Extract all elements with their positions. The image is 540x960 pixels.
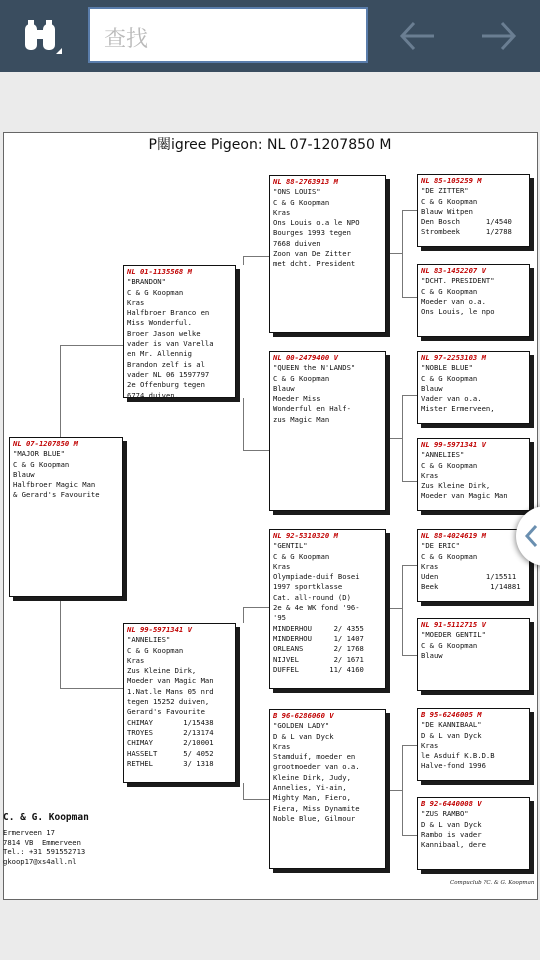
connector-line <box>402 565 403 655</box>
ring-number: NL 97-2253103 M <box>421 353 486 362</box>
pigeon-card-sire[interactable]: NL 01-1135568 M "BRANDON" C & G Koopman Kras Halfbroer Branco en Miss Wonderful. Broer Jason welke vader is van Varella en Mr. Allennig Brandon zelf is al vader NL 06 1597797 2e Offenburg tegen 6774 duiven. <box>123 265 236 398</box>
arrow-left-icon[interactable] <box>398 18 438 54</box>
find-toolbar <box>0 0 540 72</box>
connector-line <box>243 799 269 800</box>
arrow-right-icon[interactable] <box>478 18 518 54</box>
ring-number: NL 01-1135568 M <box>127 267 192 276</box>
connector-line <box>386 608 402 609</box>
document-footer: Compuclub ?C. & G. Koopman <box>450 880 535 886</box>
connector-line <box>402 297 417 298</box>
owner-city: 7814 VB Emmerveen <box>3 837 81 847</box>
pigeon-card-grandsire-maternal[interactable]: NL 92-5310320 M "GENTIL" C & G Koopman Kras Olympiade-duif Bosei 1997 sportklasse Cat. all-round (D) 2e & 4e WK fond '96- '95 MINDERHOU 2/ 4355 MINDERHOU 1/ 1407 ORLEANS 2/ 1768 NIJVEL 2/ 1671 DUFFEL 11/ 4160 <box>269 529 386 689</box>
connector-line <box>243 398 244 450</box>
pigeon-card-gen3-4[interactable]: NL 99-5971341 V "ANNELIES" C & G Koopman Kras Zus Kleine Dirk, Moeder van Magic Man <box>417 438 530 511</box>
ring-number: B 96-6286060 V <box>273 711 334 720</box>
pigeon-card-gen3-3[interactable]: NL 97-2253103 M "NOBLE BLUE" C & G Koopman Blauw Vader van o.a. Mister Ermerveen, <box>417 351 530 424</box>
pigeon-card-gen3-7[interactable]: B 95-6246005 M "DE KANNIBAAL" D & L van Dyck Kras le Asduif K.B.D.B Halve-fond 1996 <box>417 708 530 781</box>
search-input[interactable] <box>88 7 368 63</box>
connector-line <box>243 607 244 623</box>
pigeon-card-granddam-paternal[interactable]: NL 00-2479400 V "QUEEN the N'LANDS" C & G Koopman Blauw Moeder Miss Wonderful en Half- zus Magic Man <box>269 351 386 511</box>
pigeon-card-gen3-2[interactable]: NL 83-1452207 V "DCHT. PRESIDENT" C & G Koopman Moeder van o.a. Ons Louis, le npo <box>417 264 530 337</box>
connector-line <box>386 438 402 439</box>
ring-number: NL 91-5112715 V <box>421 620 486 629</box>
connector-line <box>60 345 61 440</box>
pigeon-card-subject[interactable]: NL 07-1207850 M "MAJOR BLUE" C & G Koopman Blauw Halfbroer Magic Man & Gerard's Favourite <box>9 437 123 597</box>
connector-line <box>402 395 417 396</box>
owner-name: C. & G. Koopman <box>3 812 89 823</box>
connector-line <box>402 210 403 297</box>
pigeon-card-gen3-6[interactable]: NL 91-5112715 V "MOEDER GENTIL" C & G Koopman Blauw <box>417 618 530 691</box>
binoculars-icon[interactable] <box>22 18 62 56</box>
chevron-left-icon <box>522 524 540 548</box>
connector-line <box>402 481 417 482</box>
pigeon-card-granddam-maternal[interactable]: B 96-6286060 V "GOLDEN LADY" D & L van Dyck Kras Stamduif, moeder en grootmoeder van o.a. Kleine Dirk, Judy, Annelies, Yi-ain, Mighty Man, Fiero, Fiera, Miss Dynamite Noble Blue, Gilmour <box>269 709 386 869</box>
connector-line <box>243 256 269 257</box>
owner-phone: Tel.: +31 591552713 <box>3 847 86 857</box>
pigeon-card-dam[interactable]: NL 99-5971341 V "ANNELIES" C & G Koopman Kras Zus Kleine Dirk, Moeder van Magic Man 1.Nat.le Mans 05 nrd tegen 15252 duiven, Gerard's Favourite CHIMAY 1/15438 TROYES 2/13174 CHIMAY 2/10001 HASSELT 5/ 4052 RETHEL 3/ 1318 <box>123 623 236 783</box>
ring-number: NL 99-5971341 V <box>421 440 486 449</box>
ring-number: NL 88-4024619 M <box>421 531 486 540</box>
ring-number: B 92-6440008 V <box>421 799 482 808</box>
connector-line <box>402 210 417 211</box>
ring-number: NL 99-5971341 V <box>127 625 192 634</box>
connector-line <box>402 395 403 481</box>
connector-line <box>386 790 402 791</box>
ring-number: NL 00-2479400 V <box>273 353 338 362</box>
connector-line <box>402 565 417 566</box>
ring-number: NL 85-105259 M <box>421 176 482 185</box>
connector-line <box>60 688 123 689</box>
ring-number: NL 07-1207850 M <box>13 439 78 448</box>
ring-number: NL 88-2763913 M <box>273 177 338 186</box>
connector-line <box>243 450 269 451</box>
connector-line <box>386 253 402 254</box>
owner-email: gkoop17@xs4all.nl <box>3 856 77 866</box>
connector-line <box>402 745 403 835</box>
connector-line <box>402 835 417 836</box>
owner-address: Ermerveen 17 <box>3 828 55 837</box>
pigeon-card-gen3-5[interactable]: NL 88-4024619 M "DE ERIC" C & G Koopman Kras Uden 1/15511 Beek 1/14881 <box>417 529 530 602</box>
search-placeholder: 查找 <box>104 27 149 52</box>
connector-line <box>402 655 417 656</box>
connector-line <box>402 745 417 746</box>
ring-number: B 95-6246005 M <box>421 710 482 719</box>
connector-line <box>243 607 269 608</box>
connector-line <box>60 598 61 688</box>
pigeon-card-gen3-8[interactable]: B 92-6440008 V "ZUS RAMBO" D & L van Dyck Rambo is vader Kannibaal, dere <box>417 797 530 870</box>
connector-line <box>243 256 244 265</box>
pigeon-card-gen3-1[interactable]: NL 85-105259 M "DE ZITTER" C & G Koopman Blauw Witpen Den Bosch 1/4540 Strombeek 1/2788 <box>417 174 530 247</box>
owner-info <box>3 812 89 866</box>
pigeon-card-grandsire-paternal[interactable]: NL 88-2763913 M "ONS LOUIS" C & G Koopman Kras Ons Louis o.a le NPO Bourges 1993 tegen 7668 duiven Zoon van De Zitter met dcht. President <box>269 175 386 333</box>
connector-line <box>60 345 123 346</box>
ring-number: NL 92-5310320 M <box>273 531 338 540</box>
connector-line <box>243 783 244 799</box>
document-title: P闂igree Pigeon: NL 07-1207850 M <box>148 137 392 153</box>
ring-number: NL 83-1452207 V <box>421 266 486 275</box>
